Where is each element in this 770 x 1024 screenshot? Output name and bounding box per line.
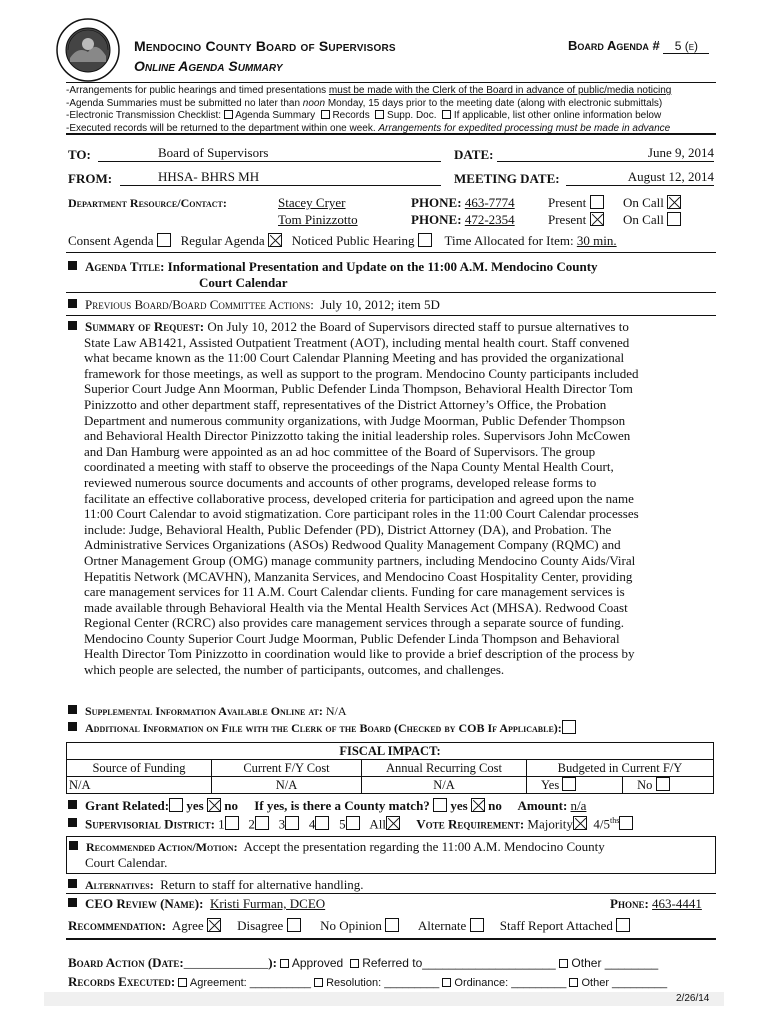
noticed-hearing-checkbox[interactable]: [418, 233, 432, 247]
alternatives-row: Alternatives: Return to staff for alternative handling.: [68, 877, 364, 893]
summary-line: Health Director Tom Pinizzotto in coordination would like to provide a brief description of the process by: [84, 646, 635, 662]
board-agenda-number: [568, 38, 709, 54]
fiscal-impact: [66, 742, 716, 794]
records-other-checkbox[interactable]: [569, 978, 578, 987]
grant-amount-value: n/a: [570, 798, 587, 813]
agenda-title-section: [68, 259, 716, 291]
note-line-2: -Agenda Summaries must be submitted no later than noon Monday, 15 days prior to the meeting date (along with electronic submittals): [66, 97, 663, 109]
checklist-records-checkbox[interactable]: [321, 110, 330, 119]
match-yes-checkbox[interactable]: [433, 798, 447, 812]
fiscal-header-current: Current F/Y Cost: [212, 760, 362, 777]
fiscal-current-value: N/A: [212, 777, 362, 794]
district-5-checkbox[interactable]: [346, 816, 360, 830]
previous-actions: Previous Board/Board Committee Actions: July 10, 2012; item 5D: [68, 297, 440, 313]
budgeted-no-checkbox[interactable]: [656, 777, 670, 791]
fiscal-header-budgeted: Budgeted in Current F/Y: [527, 760, 714, 777]
recommended-action-box: Recommended Action/Motion: Accept the presentation regarding the 11:00 A.M. Mendocino County Court Calendar.: [66, 836, 716, 874]
previous-actions-value: July 10, 2012; item 5D: [320, 297, 440, 312]
alternatives-value: Return to staff for alternative handling.: [160, 877, 364, 892]
summary-line: Regional Center (RCRC) also provides care management services through a separate source of funding.: [84, 615, 625, 631]
summary-line: Ortner Management Group (OMG) manage community partners, including Mendocino County Aids/Viral: [84, 552, 636, 568]
ceo-phone: Phone: 463-4441: [610, 896, 702, 911]
ceo-review-row: CEO Review (Name): Kristi Furman, DCEO: [68, 896, 325, 912]
agenda-title-line-2: Court Calendar: [199, 275, 288, 290]
checklist-other-checkbox[interactable]: [442, 110, 451, 119]
disagree-checkbox[interactable]: [287, 918, 301, 932]
grant-no-checkbox[interactable]: [207, 798, 221, 812]
to-field: Board of Supervisors: [98, 145, 441, 162]
contact-status-2: Present On Call: [548, 212, 681, 228]
fiscal-annual-value: N/A: [362, 777, 527, 794]
supplemental-info: Supplemental Information Available Online at: N/A: [68, 704, 347, 719]
recommended-action-line-1: Accept the presentation regarding the 11:00 A.M. Mendocino County: [243, 839, 605, 854]
note-line-1: -Arrangements for public hearings and timed presentations must be made with the Clerk of the Board in advance of public/media noticing: [66, 85, 672, 96]
resolution-checkbox[interactable]: [314, 978, 323, 987]
match-no-checkbox[interactable]: [471, 798, 485, 812]
staff-report-checkbox[interactable]: [616, 918, 630, 932]
meeting-date-field: August 12, 2014: [566, 169, 714, 186]
summary-line: reviewed numerous source documents and accounts of other programs, developed release forms to: [84, 474, 597, 490]
summary-line: which people are selected, the number of participants, outcomes, and challenges.: [84, 662, 505, 678]
oncall-checkbox-1[interactable]: [667, 195, 681, 209]
summary-line: Department and numerous community organizations, with Judge Moorman, Public Defender Thompson: [84, 412, 626, 428]
present-checkbox-1[interactable]: [590, 195, 604, 209]
county-seal-icon: [56, 18, 120, 82]
meeting-date-label: MEETING DATE:: [454, 171, 560, 186]
majority-checkbox[interactable]: [573, 816, 587, 830]
summary-line: Superior Court Judge Ann Moorman, Public Defender Linda Thompson, Behavioral Health Director Tom: [84, 381, 633, 397]
contact-label: Department Resource/Contact:: [68, 196, 227, 210]
recommended-action-line-2: Court Calendar.: [85, 855, 168, 870]
summary-line: coordinated a meeting with staff to observe the proceedings of the Napa County Mental Health Court,: [84, 459, 614, 475]
summary-line: Administrative Services Organizations (ASOs) Redwood Quality Management Company (RQMC) and: [84, 537, 621, 553]
oncall-checkbox-2[interactable]: [667, 212, 681, 226]
summary-line: State Law AB1421, Assisted Outpatient Treatment (AOT), including mental health court. Staff convened: [84, 334, 630, 350]
from-field: HHSA- BHRS MH: [120, 169, 441, 186]
approved-checkbox[interactable]: [280, 959, 289, 968]
board-agenda-label: Board Agenda #: [568, 38, 660, 53]
board-other-checkbox[interactable]: [559, 959, 568, 968]
agenda-title-label: Agenda Title:: [85, 259, 165, 274]
page-title: Mendocino County Board of Supervisors: [134, 38, 396, 54]
county-seal: [56, 18, 120, 82]
footer-date: 2/26/14: [676, 993, 710, 1004]
divider-recommendation: [66, 938, 716, 940]
summary-line: Pinizzotto and other department staff, representatives of the District Attorney’s Office, the Probation: [84, 396, 607, 412]
referred-checkbox[interactable]: [350, 959, 359, 968]
agenda-type-row: Consent Agenda Regular Agenda Noticed Public Hearing Time Allocated for Item: 30 min.: [68, 233, 617, 248]
divider-previous: [66, 315, 716, 316]
summary-line: and Behavioral Health Director Pinizzotto taking the initial leadership roles. Supervisors John McCowen: [84, 428, 631, 444]
summary-line: Hepatitis Network (MCAVHN), Manzanita Services, and Mendocino Coast Hospitality Center, providing: [84, 568, 633, 584]
divider-alternatives: [66, 893, 716, 894]
additional-info: Additional Information on File with the Clerk of the Board (Checked by COB If Applicable):: [68, 720, 576, 736]
summary-line-0: Summary of Request: On July 10, 2012 the Board of Supervisors directed staff to pursue alternatives to: [68, 319, 716, 335]
grant-yes-checkbox[interactable]: [169, 798, 183, 812]
summary-line: what became known as the 11:00 Court Calendar Planning Meeting and has provided the organizational: [84, 350, 625, 366]
divider-top: [66, 252, 716, 253]
summary-line: Mendocino County Superior Court Judge Moorman, Public Defender Linda Thompson and Behavioral: [84, 630, 620, 646]
recommendation-row: Recommendation: Agree Disagree No Opinion Alternate Staff Report Attached: [68, 918, 630, 934]
summary-line: facilitate an effective collaborative process, developed criteria for participation and agreed upon the name: [84, 490, 634, 506]
fiscal-source-value: N/A: [67, 777, 212, 794]
regular-agenda-checkbox[interactable]: [268, 233, 282, 247]
ceo-name: Kristi Furman, DCEO: [209, 896, 326, 911]
board-agenda-value: 5 (e): [663, 39, 709, 54]
checklist-supp-checkbox[interactable]: [375, 110, 384, 119]
summary-line: 11:00 Court Calendar to avoid stigmatization. Core participant roles in the 11:00 Court Calendar processes: [84, 506, 639, 522]
to-label: TO:: [68, 147, 91, 162]
district-all-checkbox[interactable]: [386, 816, 400, 830]
fiscal-table: [66, 742, 714, 794]
summary-line: made available through Behavioral Health via the Mental Health Services Act (MHSA). Redwood Coast: [84, 599, 628, 615]
date-field: June 9, 2014: [497, 145, 714, 162]
contact-phone-1: PHONE: 463-7774: [411, 195, 515, 210]
fiscal-title: FISCAL IMPACT:: [67, 743, 714, 760]
ordinance-checkbox[interactable]: [442, 978, 451, 987]
note-line-3: -Electronic Transmission Checklist: Agenda Summary Records Supp. Doc. If applicable, list other online information below: [66, 110, 662, 121]
present-checkbox-2[interactable]: [590, 212, 604, 226]
fiscal-budgeted-no: No: [623, 777, 714, 794]
instructions-box: [66, 82, 716, 135]
date-label: DATE:: [454, 147, 494, 162]
contact-phone-2: PHONE: 472-2354: [411, 212, 515, 227]
board-action-row: Board Action (Date:_____________): Approved Referred to____________________ Other ________: [68, 955, 659, 970]
contact-name-1: Stacey Cryer: [278, 195, 346, 210]
contact-name-2: Tom Pinizzotto: [278, 212, 358, 227]
summary-line: and Dan Hamburg were appointed as an ad hoc committee of the Board of Supervisors. The group: [84, 443, 596, 459]
consent-agenda-checkbox[interactable]: [157, 233, 171, 247]
summary-section: [68, 319, 716, 678]
divider-title: [66, 292, 716, 293]
supplemental-value: N/A: [325, 704, 347, 718]
agree-checkbox[interactable]: [207, 918, 221, 932]
time-allocated-value: 30 min.: [576, 233, 617, 248]
grant-related-row: Grant Related: yes no If yes, is there a County match? yes no Amount: n/a: [68, 798, 586, 814]
summary-line: care management services for 11 A.M. Court Calendar clients. Funding for care management services is: [84, 584, 625, 600]
district-3-checkbox[interactable]: [285, 816, 299, 830]
budgeted-yes-checkbox[interactable]: [562, 777, 576, 791]
contact-status-1: Present On Call: [548, 195, 681, 211]
additional-info-checkbox[interactable]: [562, 720, 576, 734]
agreement-checkbox[interactable]: [178, 978, 187, 987]
note-line-4: -Executed records will be returned to the department within one week. Arrangements for expedited processing must be made in advance: [66, 122, 671, 134]
summary-line: framework for those meetings, as well as support to the program. Mendocino County participants included: [84, 365, 639, 381]
summary-line: include: Judge, Behavioral Health, Public Defender (PD), District Attorney (DA), and Probation. The: [84, 521, 612, 537]
fiscal-budgeted-yes: Yes: [527, 777, 623, 794]
district-2-checkbox[interactable]: [255, 816, 269, 830]
footer-bar: [44, 992, 724, 1006]
fiscal-header-annual: Annual Recurring Cost: [362, 760, 527, 777]
records-executed-row: Records Executed: Agreement: __________ Resolution: _________ Ordinance: _________ Other _________: [68, 974, 668, 989]
four-fifths-checkbox[interactable]: [619, 816, 633, 830]
agenda-title-line-1: Informational Presentation and Update on the 11:00 A.M. Mendocino County: [167, 259, 598, 274]
district-4-checkbox[interactable]: [315, 816, 329, 830]
alternate-checkbox[interactable]: [470, 918, 484, 932]
page-subtitle: Online Agenda Summary: [134, 58, 283, 74]
district-row: Supervisorial District: 1 2 3 4 5 All Vote Requirement: Majority $4/5^{ths}$: [68, 816, 633, 832]
fiscal-header-source: Source of Funding: [67, 760, 212, 777]
no-opinion-checkbox[interactable]: [385, 918, 399, 932]
from-label: FROM:: [68, 171, 113, 186]
district-1-checkbox[interactable]: [225, 816, 239, 830]
checklist-agenda-checkbox[interactable]: [224, 110, 233, 119]
